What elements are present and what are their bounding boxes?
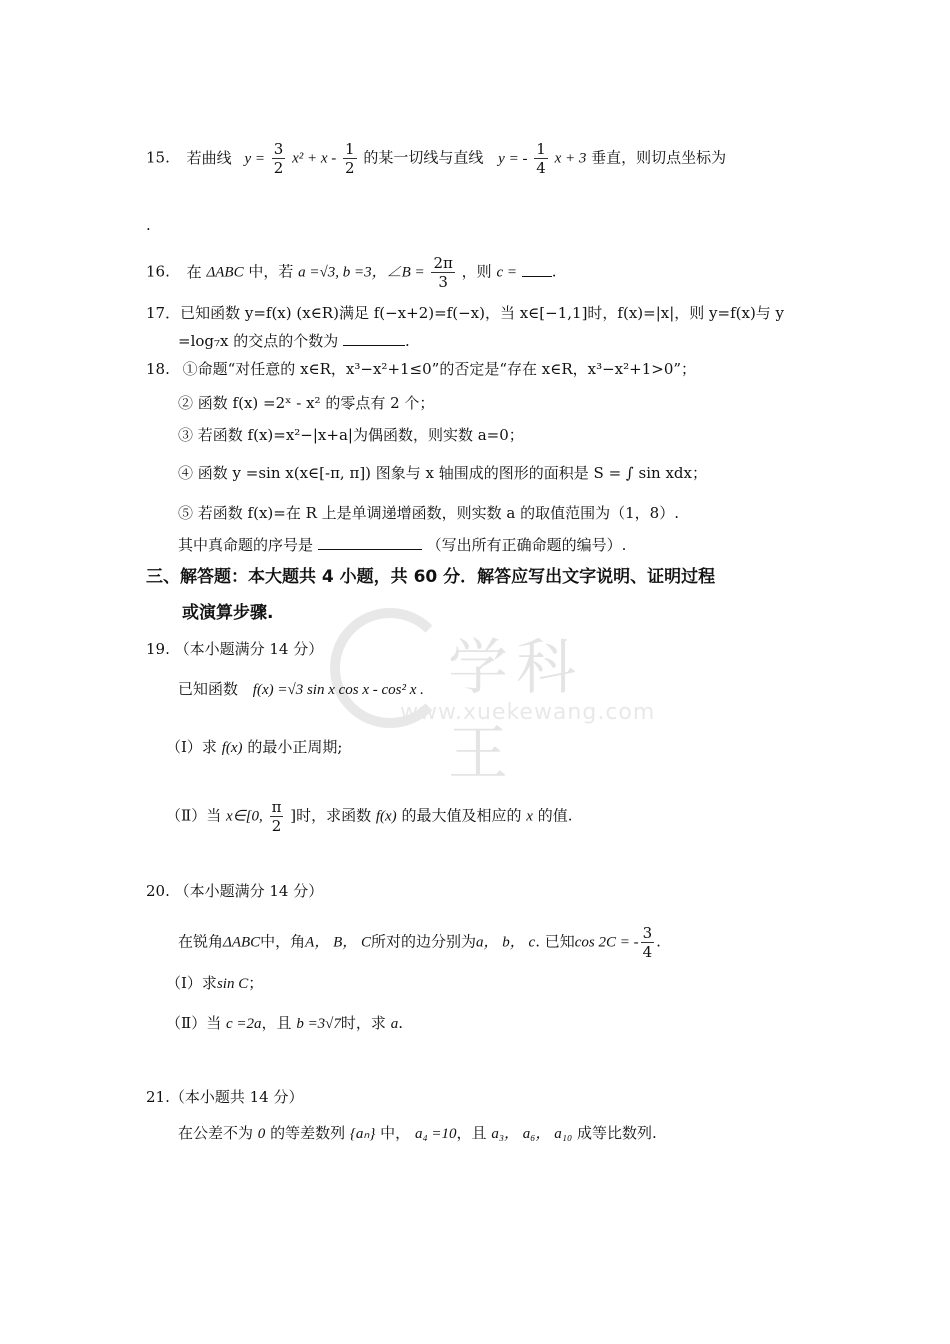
part-label: （Ⅱ）当 (166, 806, 222, 825)
q19-part-1 (166, 736, 342, 759)
q20-angles: A， B， C (305, 934, 372, 951)
q18-item-4: ④ 函数 y =sin x(x∈[-π, π]) 图象与 x 轴围成的图形的面积是 S = ∫ sin xdx； (178, 464, 707, 482)
q21-sequence: {aₙ} (349, 1126, 376, 1142)
q19-given (178, 678, 424, 701)
watermark-logo (330, 600, 656, 789)
question-15 (146, 140, 726, 177)
q15-text-c: 垂直，则切点坐标为 (591, 148, 727, 167)
q19-part-2 (166, 798, 573, 835)
q20-p2-var: a (390, 1016, 399, 1032)
q19-heading: 19. （本小题满分 14 分） (146, 640, 324, 658)
q20-p1-end: ； (248, 974, 264, 992)
q20-given (178, 924, 661, 961)
q18-ask (178, 534, 626, 556)
q20-p1-function: sin C (216, 976, 249, 992)
q20-part-2 (166, 1012, 403, 1035)
part-label: （Ⅰ）求 (166, 974, 217, 992)
q21-text-d: ，且 (456, 1124, 487, 1142)
watermark-url: www.xuekewang.com (400, 700, 656, 725)
q16-text-c: ，则 (461, 262, 492, 281)
q18-ask-b: （写出所有正确命题的编号）. (426, 536, 627, 554)
q15-frac-2 (343, 140, 357, 177)
q21-text-e: 成等比数列. (576, 1124, 657, 1142)
frac-num: 2π (433, 254, 453, 272)
q15-line-lhs: y = - (498, 150, 528, 167)
q15-text-a: 若曲线 (186, 148, 232, 167)
frac-den: 2 (345, 159, 355, 177)
q20-p2-c: c =2a (225, 1016, 262, 1032)
q20-given-c: 所对的边分别为 (371, 932, 477, 951)
q20-given-a: 在锐角 (178, 932, 224, 951)
frac-den: 4 (536, 159, 546, 177)
question-18 (146, 358, 696, 380)
q20-given-d: . 已知 (535, 932, 575, 951)
frac-den: 2 (273, 159, 284, 177)
frac-num: π (271, 798, 282, 816)
q19-given-a: 已知函数 (178, 680, 239, 698)
answer-blank[interactable] (343, 331, 405, 346)
q15-curve-lhs: y = (244, 150, 265, 167)
q16-text-b: 中，若 (248, 262, 294, 281)
q19-p1-text: 的最小正周期; (247, 738, 343, 756)
q15-tail: . (146, 216, 151, 234)
q15-frac-1 (272, 140, 286, 177)
q21-terms: a₃， a₆， a₁₀ (491, 1126, 573, 1142)
q15-line-rest: x + 3 (554, 150, 587, 167)
q20-p2-end: . (398, 1014, 403, 1032)
q20-triangle: ΔABC (223, 934, 261, 951)
q16-triangle: ΔABC (206, 264, 244, 281)
q20-p2-text-d: 时，求 (340, 1014, 386, 1032)
q20-given-b: 中，角 (260, 932, 306, 951)
question-16 (146, 254, 557, 291)
q20-cos: cos 2C = - (574, 934, 639, 951)
q19-p2-interval: x∈[0, (225, 808, 263, 825)
frac-den: 2 (271, 817, 282, 835)
q21-given (178, 1122, 657, 1145)
q18-item-1: ①命题“对任意的 x∈R，x³−x²+1≤0”的否定是“存在 x∈R，x³−x²+1>0”； (182, 360, 697, 378)
q20-end: . (656, 932, 661, 951)
q17-end: . (405, 332, 410, 350)
watermark-text: 学科王 (448, 633, 584, 789)
q19-p2-text-c: 的最大值及相应的 (401, 806, 522, 825)
q20-heading: 20. （本小题满分 14 分） (146, 882, 324, 900)
q19-function: f(x) =√3 sin x cos x - cos² x . (252, 682, 424, 698)
q19-p2-var: x (526, 808, 533, 825)
question-number: 15. (146, 148, 170, 167)
q15-frac-3 (534, 140, 548, 177)
q16-ask: c = (496, 264, 517, 281)
q17-line-2 (178, 330, 410, 352)
q16-given: a =√3, b =3，∠B = (298, 264, 425, 281)
answer-blank[interactable] (522, 262, 552, 277)
frac-num: 3 (642, 924, 653, 942)
q18-ask-a: 其中真命题的序号是 (178, 536, 314, 554)
q18-item-3: ③ 若函数 f(x)=x²−|x+a|为偶函数，则实数 a=0； (178, 426, 524, 444)
frac-den: 3 (438, 273, 448, 291)
section-heading: 三、解答题：本大题共 4 小题，共 60 分．解答应写出文字说明、证明过程 (146, 567, 716, 587)
part-label: （Ⅰ）求 (166, 738, 217, 756)
q16-text-a: 在 (186, 262, 202, 281)
watermark-ring-icon (330, 608, 450, 728)
question-number: 18. (146, 360, 170, 378)
q19-frac (270, 798, 284, 835)
q15-curve-mid: x² + x - (292, 150, 337, 167)
q20-p2-b: b =3√7 (296, 1016, 341, 1032)
q19-p1-function: f(x) (221, 740, 243, 756)
q19-p2-function: f(x) (375, 808, 397, 825)
q18-item-2: ② 函数 f(x) =2ˣ - x² 的零点有 2 个； (178, 394, 435, 412)
q16-frac (431, 254, 454, 291)
q21-text-c: 中， (380, 1124, 411, 1142)
q15-text-b: 的某一切线与直线 (363, 148, 484, 167)
answer-blank[interactable] (318, 535, 422, 550)
q16-end: . (551, 262, 557, 281)
frac-den: 4 (642, 943, 653, 961)
q20-sides: a， b， c (476, 934, 536, 951)
q20-p2-text-b: ，且 (261, 1014, 292, 1032)
frac-num: 1 (345, 140, 355, 158)
q21-heading: 21.（本小题共 14 分） (146, 1088, 304, 1106)
frac-num: 3 (273, 140, 284, 158)
q21-a4: a₄ =10 (414, 1126, 457, 1142)
part-label: （Ⅱ）当 (166, 1014, 222, 1032)
q20-frac (641, 924, 655, 961)
q19-p2-text-d: 的值. (537, 806, 573, 825)
q17-line-1: 17．已知函数 y=f(x) (x∈R)满足 f(−x+2)=f(−x)，当 x∈[−1,1]时，f(x)=|x|，则 y=f(x)与 y (146, 304, 785, 322)
q21-zero: 0 (257, 1126, 266, 1142)
q21-text-b: 的等差数列 (270, 1124, 346, 1142)
q18-item-5: ⑤ 若函数 f(x)=在 R 上是单调递增函数，则实数 a 的取值范围为（1，8）. (178, 504, 679, 522)
q21-text-a: 在公差不为 (178, 1124, 254, 1142)
section-heading-cont: 或演算步骤. (182, 603, 274, 623)
q20-part-1 (166, 972, 263, 995)
frac-num: 1 (536, 140, 546, 158)
q17-text: =log₇x 的交点的个数为 (178, 332, 339, 350)
q19-p2-text-b: ]时，求函数 (290, 806, 372, 825)
question-number: 16. (146, 262, 170, 281)
